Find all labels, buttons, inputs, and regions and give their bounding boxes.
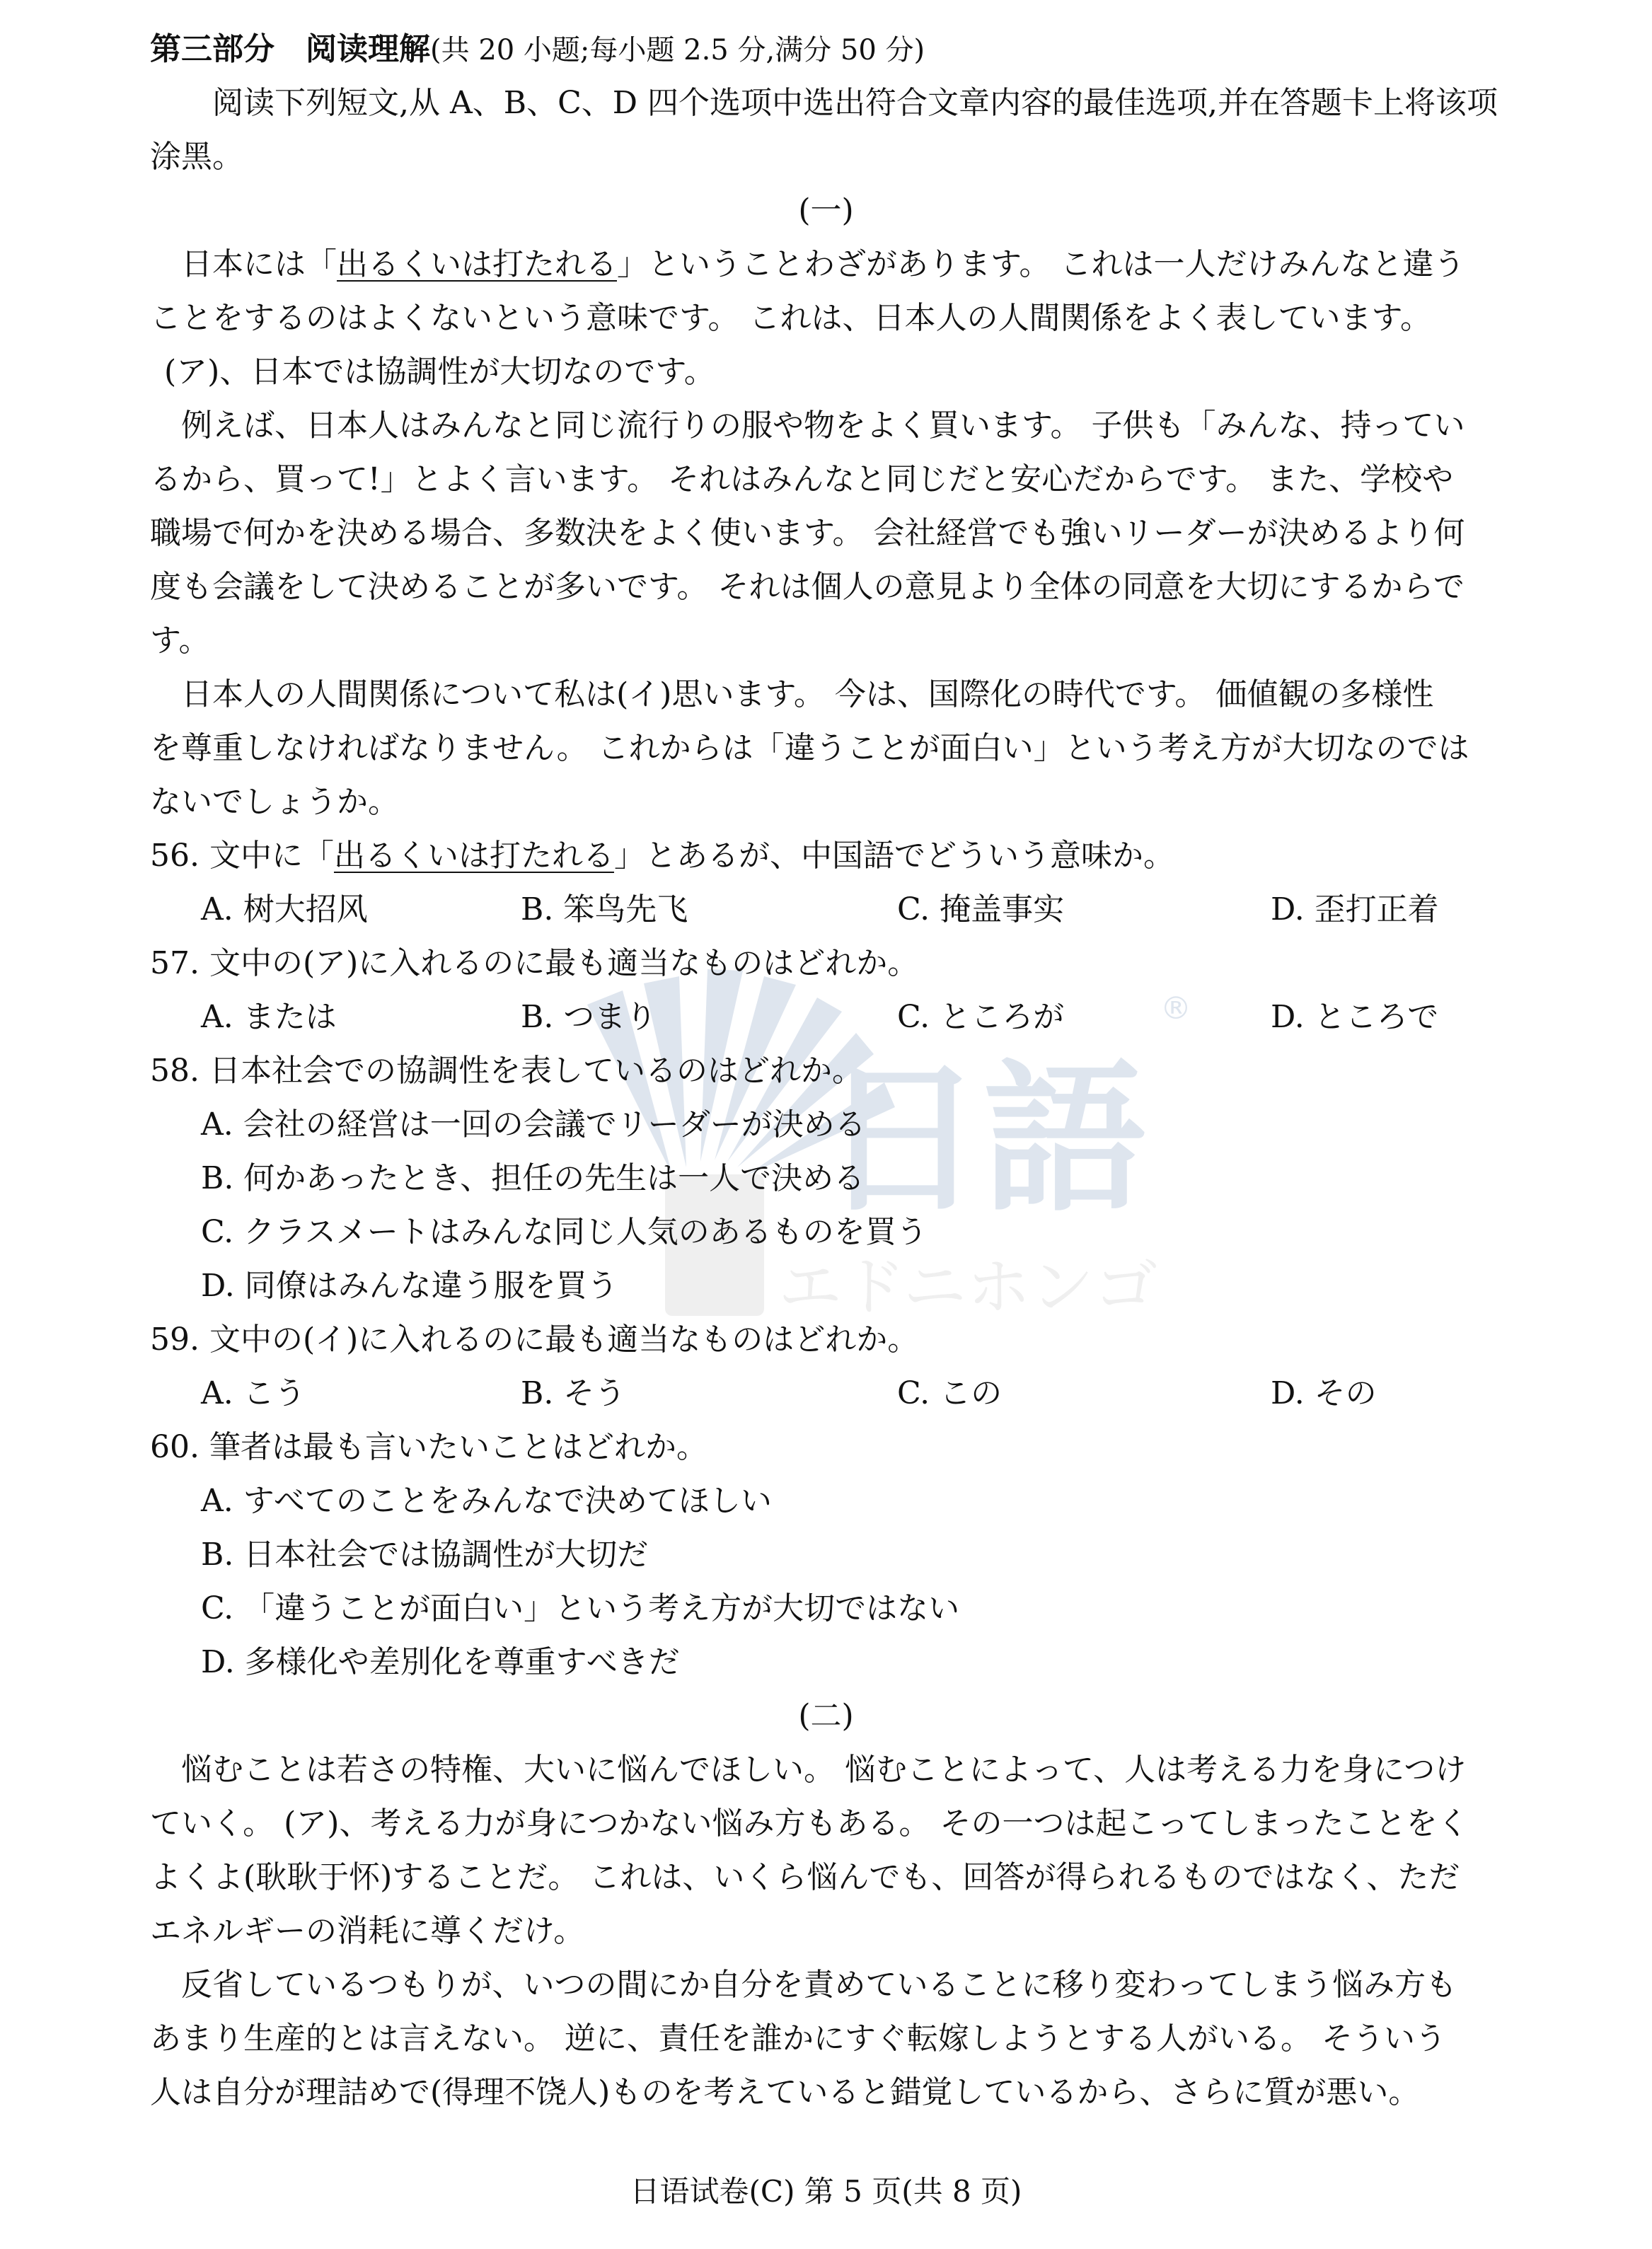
option-b[interactable]: B. 日本社会では協調性が大切だ: [201, 1537, 649, 1573]
option-a[interactable]: A. 会社の経営は一回の会議でリーダーが決める: [201, 1106, 866, 1143]
instruction-line-2: 涂黑。: [150, 139, 243, 175]
option-c[interactable]: C. 「違うことが面白い」という考え方が大切ではない: [201, 1590, 960, 1626]
question-56-stem: [150, 835, 1652, 877]
passage-1-line: (ア)、日本では協調性が大切なのです。: [164, 354, 715, 390]
option-c[interactable]: C. ところが: [897, 999, 1065, 1035]
watermark-main-text: 日語: [821, 1046, 1147, 1235]
option-c[interactable]: C. この: [897, 1375, 1003, 1411]
passage-2-heading: (二): [798, 1698, 854, 1734]
option-b[interactable]: B. そう: [521, 1375, 626, 1411]
passage-1-heading: (一): [798, 192, 854, 229]
passage-1-line: 度も会議をして決めることが多いです。 それは個人の意見より全体の同意を大切にするからで: [150, 569, 1465, 605]
page-footer: 日语试卷(C) 第 5 页(共 8 页): [630, 2174, 1022, 2209]
section-header: [150, 28, 1652, 71]
section-title: 第三部分 阅读理解: [150, 31, 430, 67]
option-a[interactable]: A. または: [201, 999, 337, 1035]
passage-1-line: す。: [150, 623, 210, 659]
passage-2-line: 反省しているつもりが、いつの間にか自分を責めていることに移り変わってしまう悩み方も: [181, 1967, 1457, 2003]
option-d[interactable]: D. 多様化や差別化を尊重すべきだ: [201, 1644, 680, 1680]
option-c[interactable]: C. クラスメートはみんな同じ人気のあるものを買う: [201, 1214, 928, 1250]
question-59-stem: 59. 文中の(イ)に入れるのに最も適当なものはどれか。: [150, 1322, 919, 1358]
option-a[interactable]: A. すべてのことをみんなで決めてほしい: [201, 1483, 772, 1519]
question-60-stem: 60. 筆者は最も言いたいことはどれか。: [150, 1429, 707, 1465]
option-d[interactable]: D. 歪打正着: [1271, 891, 1439, 927]
text-span: 」とあるが、中国語でどういう意味か。: [613, 838, 1174, 874]
passage-1-line: 例えば、日本人はみんなと同じ流行りの服や物をよく買います。 子供も「みんな、持ってい: [181, 407, 1465, 444]
text-span: 」ということわざがあります。 これは一人だけみんなと違う: [617, 246, 1465, 282]
question-58-stem: 58. 日本社会での協調性を表しているのはどれか。: [150, 1053, 863, 1089]
proverb-underlined: 出るくいは打たれる: [333, 838, 614, 874]
option-a[interactable]: A. 树大招风: [201, 891, 368, 927]
option-d[interactable]: D. その: [1271, 1375, 1377, 1411]
passage-1-line: ことをするのはよくないという意味です。 これは、日本人の人間関係をよく表しています。: [150, 300, 1431, 336]
passage-2-line: よくよ(耿耿于怀)することだ。 これは、いくら悩んでも、回答が得られるものではなく、ただ: [150, 1859, 1460, 1895]
passage-2-line: ていく。 (ア)、考える力が身につかない悩み方もある。 その一つは起こってしまったことをく: [150, 1805, 1469, 1842]
watermark-sub-text: エドニホンゴ: [778, 1250, 1158, 1324]
passage-2-line: エネルギーの消耗に導くだけ。: [150, 1913, 585, 1949]
passage-1-line: るから、買って!」とよく言います。 それはみんなと同じだと安心だからです。 また、学校や: [150, 461, 1454, 497]
instruction-line-1: 阅读下列短文,从 A、B、C、D 四个选项中选出符合文章内容的最佳选项,并在答题卡上将该项: [212, 85, 1498, 121]
text-span: 日本には「: [181, 246, 337, 282]
proverb-underlined: 出るくいは打たれる: [337, 246, 617, 282]
option-c[interactable]: C. 掩盖事实: [897, 891, 1065, 927]
watermark-registered-mark: ®: [1160, 990, 1191, 1027]
question-57-stem: 57. 文中の(ア)に入れるのに最も適当なものはどれか。: [150, 945, 919, 981]
option-b[interactable]: B. 笨鸟先飞: [521, 891, 688, 927]
passage-2-line: 悩むことは若さの特権、大いに悩んでほしい。 悩むことによって、人は考える力を身につけ: [181, 1752, 1467, 1788]
option-b[interactable]: B. 何かあったとき、担任の先生は一人で決める: [201, 1160, 865, 1196]
section-note: (共 20 小题;每小题 2.5 分,满分 50 分): [430, 34, 925, 67]
option-b[interactable]: B. つまり: [521, 999, 657, 1035]
passage-1-line: 職場で何かを決める場合、多数決をよく使います。 会社経営でも強いリーダーが決めるより何: [150, 515, 1465, 551]
option-a[interactable]: A. こう: [201, 1375, 306, 1411]
passage-1-line: を尊重しなければなりません。 これからは「違うことが面白い」という考え方が大切なのでは: [150, 730, 1469, 766]
passage-1-line: 日本人の人間関係について私は(イ)思います。 今は、国際化の時代です。 価値観の多様性: [181, 676, 1434, 712]
option-d[interactable]: D. ところで: [1271, 999, 1439, 1035]
passage-2-line: 人は自分が理詰めで(得理不饶人)ものを考えていると錯覚しているから、さらに質が悪い。: [150, 2074, 1420, 2110]
passage-2-line: あまり生産的とは言えない。 逆に、責任を誰かにすぐ転嫁しようとする人がいる。 そういう: [150, 2020, 1446, 2057]
text-span: 56. 文中に「: [150, 838, 334, 874]
passage-1-line: ないでしょうか。: [150, 784, 399, 820]
passage-1-line: [181, 243, 1652, 286]
option-d[interactable]: D. 同僚はみんな違う服を買う: [201, 1268, 618, 1304]
